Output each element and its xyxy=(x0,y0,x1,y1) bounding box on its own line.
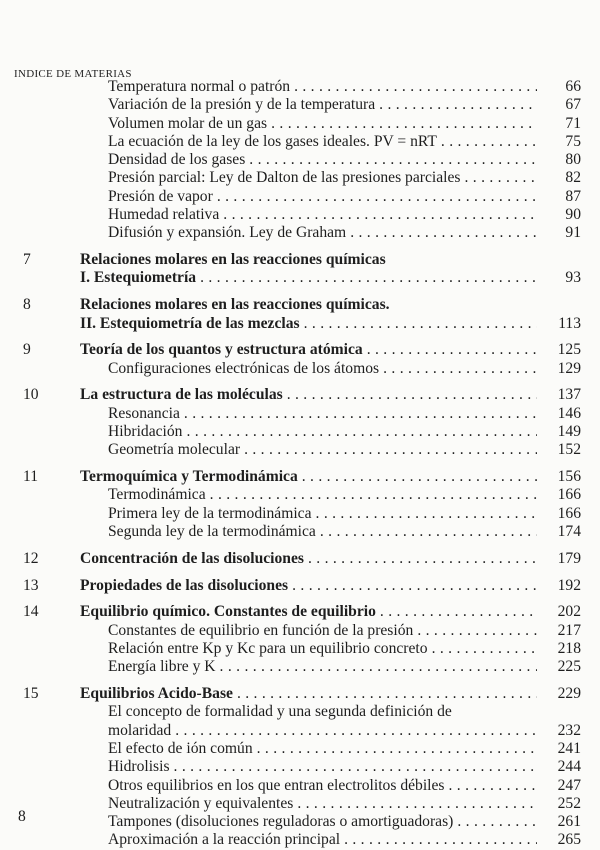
section-entry xyxy=(18,658,581,676)
chapter-group xyxy=(18,468,581,541)
entry-title: Equilibrio químico. Constantes de equilibrio xyxy=(80,603,376,621)
entry-page: 87 xyxy=(565,187,581,205)
dot-leader xyxy=(287,386,537,404)
entry-page: 217 xyxy=(557,621,581,639)
section-entry xyxy=(18,169,581,187)
entry-page: 125 xyxy=(557,341,581,359)
dot-leader xyxy=(304,315,537,333)
chapter-group xyxy=(18,550,581,568)
entry-title: Presión parcial: Ley de Dalton de las presiones parciales xyxy=(108,169,461,187)
entry-title: II. Estequiometría de las mezclas xyxy=(80,314,300,332)
entry-page: 265 xyxy=(557,831,581,849)
entry-page: 90 xyxy=(565,206,581,224)
entry-title: Relación entre Kp y Kc para un equilibrio concreto xyxy=(108,640,428,658)
chapter-group xyxy=(18,341,581,378)
dot-leader xyxy=(175,722,537,740)
section-entry xyxy=(18,777,581,795)
dot-leader xyxy=(257,740,537,758)
entry-page: 225 xyxy=(557,658,581,676)
dot-leader xyxy=(223,206,537,224)
entry-title: Equilibrios Acido-Base xyxy=(80,685,233,703)
entry-title: Primera ley de la termodinámica xyxy=(108,504,312,522)
entry-page: 146 xyxy=(557,404,581,422)
section-entry xyxy=(18,758,581,776)
chapter-number: 15 xyxy=(23,685,39,703)
entry-page: 166 xyxy=(557,486,581,504)
dot-leader xyxy=(271,115,537,133)
entry-page: 179 xyxy=(557,549,581,567)
dot-leader xyxy=(417,622,537,640)
entry-title: Neutralización y equivalentes xyxy=(108,794,294,812)
entry-page: 218 xyxy=(557,640,581,658)
entry-page: 129 xyxy=(557,359,581,377)
dot-leader xyxy=(210,486,537,504)
entry-page: 202 xyxy=(557,603,581,621)
chapter-group xyxy=(18,685,581,850)
dot-leader xyxy=(320,523,537,541)
entry-page: 192 xyxy=(557,576,581,594)
page-number: 8 xyxy=(18,808,26,825)
entry-page: 82 xyxy=(565,169,581,187)
dot-leader xyxy=(441,133,537,151)
dot-leader xyxy=(174,758,537,776)
entry-page: 66 xyxy=(565,78,581,95)
entry-title: Difusión y expansión. Ley de Graham xyxy=(108,224,347,242)
dot-leader xyxy=(220,658,537,676)
entry-title: Humedad relativa xyxy=(108,206,220,224)
entry-title: Otros equilibrios en los que entran electrolitos débiles xyxy=(108,776,445,794)
entry-title: Tampones (disoluciones reguladoras o amortiguadoras) xyxy=(108,813,454,831)
section-entry xyxy=(18,96,581,114)
dot-leader xyxy=(297,795,537,813)
entry-title: Energía libre y K xyxy=(108,658,216,676)
section-entry xyxy=(18,622,581,640)
section-entry xyxy=(18,224,581,242)
entry-page: 156 xyxy=(557,468,581,486)
chapter-entry xyxy=(18,315,581,333)
entry-title: Propiedades de las disoluciones xyxy=(80,576,289,594)
entry-title: Termoquímica y Termodinámica xyxy=(80,468,298,486)
chapter-number: 12 xyxy=(23,549,39,567)
section-entry xyxy=(18,423,581,441)
chapter-number: 10 xyxy=(23,386,39,404)
chapter-group xyxy=(18,603,581,676)
entry-title: Volumen molar de un gas xyxy=(108,114,268,132)
entry-title: Constantes de equilibrio en función de la presión xyxy=(108,621,414,639)
chapter-entry xyxy=(18,386,581,404)
dot-leader xyxy=(302,468,537,486)
section-entry xyxy=(18,722,581,740)
chapter-number: 11 xyxy=(23,468,39,486)
entry-title: Segunda ley de la termodinámica xyxy=(108,523,316,541)
chapter-group xyxy=(18,296,581,333)
entry-title: La estructura de las moléculas xyxy=(80,386,283,404)
entry-title: Presión de vapor xyxy=(108,187,213,205)
entry-title: Densidad de los gases xyxy=(108,151,246,169)
entry-page: 149 xyxy=(557,423,581,441)
entry-title: Resonancia xyxy=(108,404,180,422)
dot-leader xyxy=(200,269,537,287)
chapter-group xyxy=(18,386,581,459)
entry-title: Teoría de los quantos y estructura atómica xyxy=(80,341,363,359)
dot-leader xyxy=(448,777,537,795)
entry-title: Hibridación xyxy=(108,423,183,441)
dot-leader xyxy=(383,360,537,378)
dot-leader xyxy=(294,78,537,96)
chapter-number: 7 xyxy=(23,251,31,269)
section-entry xyxy=(18,523,581,541)
chapter-entry xyxy=(18,251,581,269)
section-entry xyxy=(18,640,581,658)
section-entry xyxy=(18,206,581,224)
entry-page: 71 xyxy=(565,114,581,132)
table-of-contents xyxy=(18,78,581,850)
chapter-entry xyxy=(18,577,581,595)
entry-title: Geometría molecular xyxy=(108,441,241,459)
chapter-entry xyxy=(18,468,581,486)
section-entry xyxy=(18,831,581,849)
entry-page: 91 xyxy=(565,224,581,242)
entry-page: 80 xyxy=(565,151,581,169)
chapter-entry xyxy=(18,603,581,621)
chapter-entry xyxy=(18,341,581,359)
chapter-number: 8 xyxy=(23,296,31,314)
chapter-entry xyxy=(18,550,581,568)
entry-page: 252 xyxy=(557,794,581,812)
chapter-number: 9 xyxy=(23,341,31,359)
dot-leader xyxy=(367,341,537,359)
entry-title: Concentración de las disoluciones xyxy=(80,549,304,567)
section-entry xyxy=(18,505,581,523)
dot-leader xyxy=(244,441,537,459)
chapter-entry xyxy=(18,296,581,314)
dot-leader xyxy=(316,505,537,523)
dot-leader xyxy=(379,96,537,114)
section-entry xyxy=(18,795,581,813)
entry-title: La ecuación de la ley de los gases ideales. PV = nRT xyxy=(108,132,437,150)
running-header: INDICE DE MATERIAS xyxy=(14,68,132,80)
section-entry xyxy=(18,441,581,459)
section-entry xyxy=(18,703,581,721)
section-entry xyxy=(18,405,581,423)
entry-title: Hidrolisis xyxy=(108,758,170,776)
entry-page: 229 xyxy=(557,685,581,703)
entry-page: 241 xyxy=(557,740,581,757)
section-entry xyxy=(18,188,581,206)
dot-leader xyxy=(380,603,537,621)
chapter-group xyxy=(18,251,581,288)
entry-page: 174 xyxy=(557,523,581,541)
dot-leader xyxy=(350,224,537,242)
entry-page: 261 xyxy=(557,813,581,831)
section-entry xyxy=(18,133,581,151)
entry-page: 152 xyxy=(557,441,581,459)
entry-title: Termodinámica xyxy=(108,486,206,504)
dot-leader xyxy=(457,813,537,831)
entry-page: 93 xyxy=(565,269,581,287)
dot-leader xyxy=(432,640,537,658)
entry-title: Relaciones molares en las reacciones químicas xyxy=(80,251,386,269)
entry-page: 166 xyxy=(557,504,581,522)
chapter-number: 14 xyxy=(23,603,39,621)
entry-page: 244 xyxy=(557,758,581,776)
section-entry xyxy=(18,486,581,504)
chapter-group xyxy=(18,78,581,243)
chapter-entry xyxy=(18,269,581,287)
entry-page: 67 xyxy=(565,96,581,114)
entry-page: 247 xyxy=(557,776,581,794)
section-entry xyxy=(18,78,581,96)
dot-leader xyxy=(308,550,537,568)
entry-title: molaridad xyxy=(108,721,172,739)
entry-title: Relaciones molares en las reacciones químicas. xyxy=(80,296,390,314)
entry-page: 232 xyxy=(557,721,581,739)
entry-title: El efecto de ión común xyxy=(108,740,253,757)
dot-leader xyxy=(217,188,537,206)
entry-title: El concepto de formalidad y una segunda definición de xyxy=(108,703,452,721)
dot-leader xyxy=(186,423,537,441)
dot-leader xyxy=(464,169,537,187)
dot-leader xyxy=(184,405,537,423)
dot-leader xyxy=(249,151,537,169)
entry-title: Variación de la presión y de la temperatura xyxy=(108,96,376,114)
entry-page: 113 xyxy=(558,314,581,332)
section-entry xyxy=(18,360,581,378)
section-entry xyxy=(18,115,581,133)
entry-page: 137 xyxy=(557,386,581,404)
entry-title: Temperatura normal o patrón xyxy=(108,78,291,95)
entry-title: I. Estequiometría xyxy=(80,269,197,287)
entry-page: 75 xyxy=(565,132,581,150)
chapter-number: 13 xyxy=(23,576,39,594)
chapter-entry xyxy=(18,685,581,703)
dot-leader xyxy=(344,831,537,849)
dot-leader xyxy=(237,685,537,703)
chapter-group xyxy=(18,577,581,595)
section-entry xyxy=(18,151,581,169)
entry-title: Configuraciones electrónicas de los átomos xyxy=(108,359,380,377)
section-entry xyxy=(18,813,581,831)
dot-leader xyxy=(292,577,537,595)
entry-title: Aproximación a la reacción principal xyxy=(108,831,341,849)
section-entry xyxy=(18,740,581,758)
